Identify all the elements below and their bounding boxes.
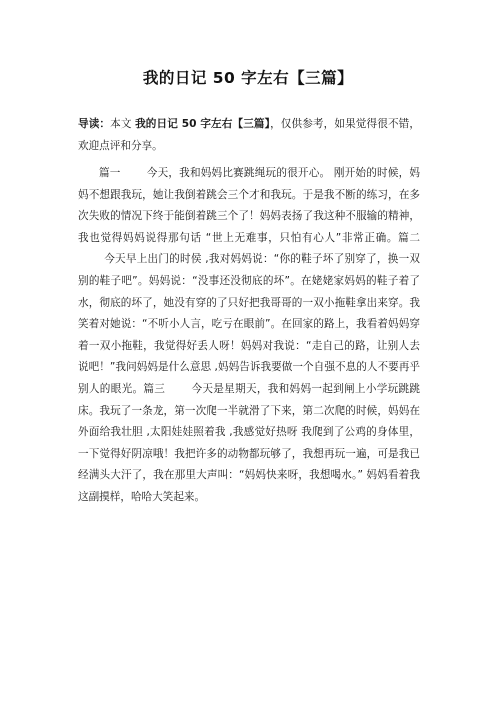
lead-prefix: 本文: [110, 118, 136, 130]
lead-bold-title: 我的日记 50 字左右【三篇】: [135, 118, 271, 130]
document-title: 我的日记 50 字左右【三篇】: [142, 69, 354, 87]
section-label-3: 篇三: [143, 382, 166, 395]
section-label-2: 篇二: [398, 231, 421, 244]
lead-suffix: ，仅供参考，如果觉得很不错，欢迎点评和分享。: [78, 118, 420, 152]
lead-paragraph: [78, 114, 420, 157]
body-paragraph: [78, 163, 420, 509]
section-text-1: 今天，我和妈妈比赛跳绳玩的很开心。 刚开始的时候，妈妈不想跟我玩，她让我倒着跳会三个才和我玩。于是我不断的练习，在多次失败的情况下终于能倒着跳三个了！妈妈表扬了我这种不服输的精神，我也觉得妈妈说得那句话 “世上无难事，只怕有心人”非常正确。: [78, 167, 420, 244]
section-text-2: 今天早上出门的时侯 ,我对妈妈说：“你的鞋子坏了别穿了，换一双别的鞋子吧”。妈妈说：“没事还没彻底的坏”。在姥姥家妈妈的鞋子着了水，彻底的坏了，她没有穿的了只好把我哥哥的一双小拖鞋拿出来穿。我笑着对她说：“不听小人言，吃亏在眼前”。在回家的路上，我看着妈妈穿着一双小拖鞋，我觉得好丢人呀！妈妈对我说：“走自己的路，让别人去说吧！”我问妈妈是什么意思 ,妈妈告诉我要做一个自强不息的人不要再乎别人的眼光。: [78, 253, 420, 395]
lead-label: 导读：: [78, 118, 111, 130]
section-text-3: 今天是星期天，我和妈妈一起到闸上小学玩跳跳床。我玩了一条龙，第一次爬一半就滑了下来，第二次爬的时候，妈妈在外面给我壮胆 ,太阳娃娃照着我 ,我感觉好热呀 我爬到了公鸡的身体里，一下觉得好阴凉哦！我把许多的动物都玩够了，我想再玩一遍，可是我已经满头大汗了，我在那里大声叫：“妈妈快来呀，我想喝水。” 妈妈看着我这副摸样，哈哈大笑起来。: [78, 382, 421, 503]
section-label-1: 篇一: [99, 167, 121, 179]
